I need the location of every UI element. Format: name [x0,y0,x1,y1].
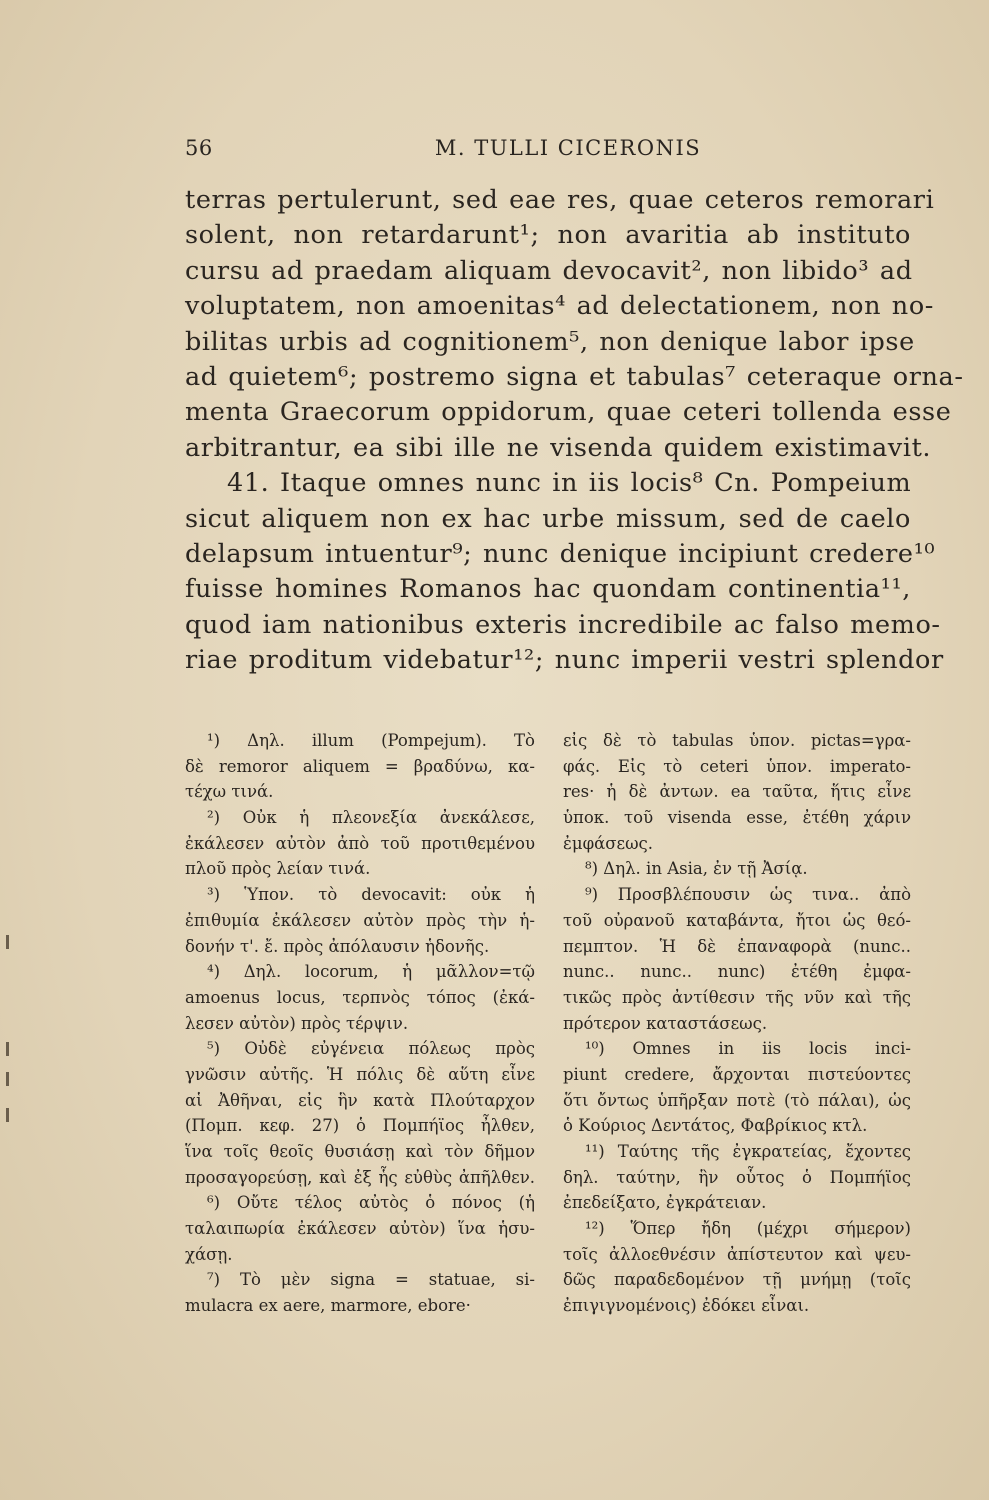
footnote-line: φάς. Εἰς τὸ ceteri ὑπον. imperato- [563,756,911,776]
footnote-line: τέχω τινά. [185,782,274,802]
text-line: sicut aliquem non ex hac urbe missum, sed de caelo [185,503,911,534]
footnotes-left-column [185,728,535,1319]
footnote-line: ταλαιπωρία ἐκάλεσεν αὐτὸν) ἵνα ἡσυ- [185,1219,535,1239]
footnote-line: ἵνα τοῖς θεοῖς θυσιάσῃ καὶ τὸν δῆμον [185,1142,535,1161]
page-header [185,136,911,170]
footnote-line: τοῖς ἀλλοεθνέσιν ἀπίστευτον καὶ ψευ- [563,1244,911,1264]
footnote-line: ⁹) Προσβλέπουσιν ὡς τινα.. ἀπὸ [585,885,911,905]
footnote-line: amoenus locus, τερπνὸς τόπος (ἐκά- [185,987,535,1007]
text-line: delapsum intuentur⁹; nunc denique incipiunt credere¹⁰ [185,538,936,569]
footnote-line: δονήν τ'. ἔ. πρὸς ἀπόλαυσιν ἡδονῆς. [185,936,490,956]
footnote-line: mulacra ex aere, marmore, ebore· [185,1296,471,1316]
footnote-line: ἐκάλεσεν αὐτὸν ἀπὸ τοῦ προτιθεμένου [185,833,535,853]
footnote-line: piunt credere, ἄρχονται πιστεύοντες [563,1064,911,1084]
footnote-line: πλοῦ πρὸς λείαν τινά. [185,859,371,879]
footnote-line: γνῶσιν αὐτῆς. Ἡ πόλις δὲ αὕτη εἶνε [185,1064,535,1084]
text-line: fuisse homines Romanos hac quondam continentia¹¹, [185,574,911,605]
footnote-line: αἱ Ἀθῆναι, εἰς ἣν κατὰ Πλούταρχον [185,1090,535,1110]
footnote-line: χάσῃ. [185,1244,233,1264]
footnote-line: ἐπιθυμία ἐκάλεσεν αὐτὸν πρὸς τὴν ἡ- [185,910,535,930]
text-line: cursu ad praedam aliquam devocavit², non libido³ ad [185,255,913,286]
running-head: M. TULLI CICERONIS [434,136,702,160]
text-line: quod iam nationibus exteris incredibile ac falso memo- [185,609,941,640]
margin-mark [6,1042,9,1056]
text-line: ad quietem⁶; postremo signa et tabulas⁷ ceteraque orna- [185,361,964,392]
text-line: solent, non retardarunt¹; non avaritia ab instituto [185,220,911,251]
footnote-line: res· ἡ δὲ ἀντων. ea ταῦτα, ἥτις εἶνε [563,782,911,802]
footnote-line: δὲ remoror aliquem = βραδύνω, κα- [185,756,535,776]
footnote-line: εἰς δὲ τὸ tabulas ὑπον. pictas=γρα- [563,731,911,750]
footnote-line: nunc.. nunc.. nunc) ἐτέθη ἐμφα- [563,962,911,982]
footnote-line: ἐμφάσεως. [563,833,654,853]
text-line: arbitrantur, ea sibi ille ne visenda quidem existimavit. [185,432,932,463]
footnote-line: ³) Ὑπον. τὸ devocavit: οὐκ ἡ [207,885,535,905]
footnote-line: ⁷) Τὸ μὲν signa = statuae, si- [207,1270,535,1290]
footnote-line: ¹¹) Ταύτης τῆς ἐγκρατείας, ἔχοντες [585,1142,911,1161]
footnote-line: τοῦ οὐρανοῦ καταβάντα, ἤτοι ὡς θεό- [563,910,911,930]
footnote-line: τικῶς πρὸς ἀντίθεσιν τῆς νῦν καὶ τῆς [563,987,911,1007]
margin-mark [6,1072,9,1086]
footnotes-right-column [563,728,911,1319]
footnote-line: ¹) Δηλ. illum (Pompejum). Τὸ [207,731,535,750]
text-line: riae proditum videbatur¹²; nunc imperii vestri splendor [185,645,944,676]
footnote-line: ⁴) Δηλ. locorum, ἡ μᾶλλον=τῷ [207,962,535,982]
page-number: 56 [185,136,213,160]
footnote-line: λεσεν αὐτὸν) πρὸς τέρψιν. [185,1013,409,1033]
footnote-line: ¹²) Ὅπερ ἤδη (μέχρι σήμερον) [585,1219,911,1239]
main-text [185,183,964,678]
footnote-line: πρότερον καταστάσεως. [563,1013,768,1033]
footnote-line: ¹⁰) Omnes in iis locis inci- [585,1039,911,1059]
footnote-line: δηλ. ταύτην, ἣν οὗτος ὁ Πομπήϊος [563,1167,911,1187]
text-line: 41. Itaque omnes nunc in iis locis⁸ Cn. Pompeium [227,468,912,499]
footnote-line: ⁶) Οὔτε τέλος αὐτὸς ὁ πόνος (ἡ [207,1193,535,1213]
footnote-line: ⁸) Δηλ. in Asia, ἐν τῇ Ἀσίᾳ. [585,859,808,879]
footnote-line: ὁ Κούριος Δεντάτος, Φαβρίκιος κτλ. [563,1116,868,1136]
text-line: voluptatem, non amoenitas⁴ ad delectationem, non no- [185,291,934,322]
footnote-line: ὅτι ὄντως ὑπῆρξαν ποτὲ (τὸ πάλαι), ὡς [563,1090,911,1110]
margin-mark [6,1108,9,1122]
margin-mark [6,935,9,949]
footnote-line: ὑποκ. τοῦ visenda esse, ἐτέθη χάριν [563,808,911,828]
footnote-line: ²) Οὐκ ἡ πλεονεξία ἀνεκάλεσε, [207,808,535,828]
text-line: menta Graecorum oppidorum, quae ceteri tollenda esse [185,397,952,428]
footnote-line: (Πομπ. κεφ. 27) ὁ Πομπήϊος ἦλθεν, [185,1116,535,1136]
footnote-line: δῶς παραδεδομένον τῇ μνήμῃ (τοῖς [563,1270,911,1290]
footnote-line: προσαγορεύσῃ, καὶ ἐξ ἧς εὐθὺς ἀπῆλθεν. [185,1167,535,1187]
footnote-line: ἐπιγιγνομένοις) ἐδόκει εἶναι. [563,1296,810,1316]
text-line: terras pertulerunt, sed eae res, quae ceteros remorari [185,185,935,215]
text-line: bilitas urbis ad cognitionem⁵, non denique labor ipse [185,326,915,357]
footnote-line: ⁵) Οὐδὲ εὐγένεια πόλεως πρὸς [207,1039,535,1059]
footnote-line: πεμπτον. Ἡ δὲ ἐπαναφορὰ (nunc.. [563,936,911,956]
footnote-line: ἐπεδείξατο, ἐγκράτειαν. [563,1193,767,1213]
